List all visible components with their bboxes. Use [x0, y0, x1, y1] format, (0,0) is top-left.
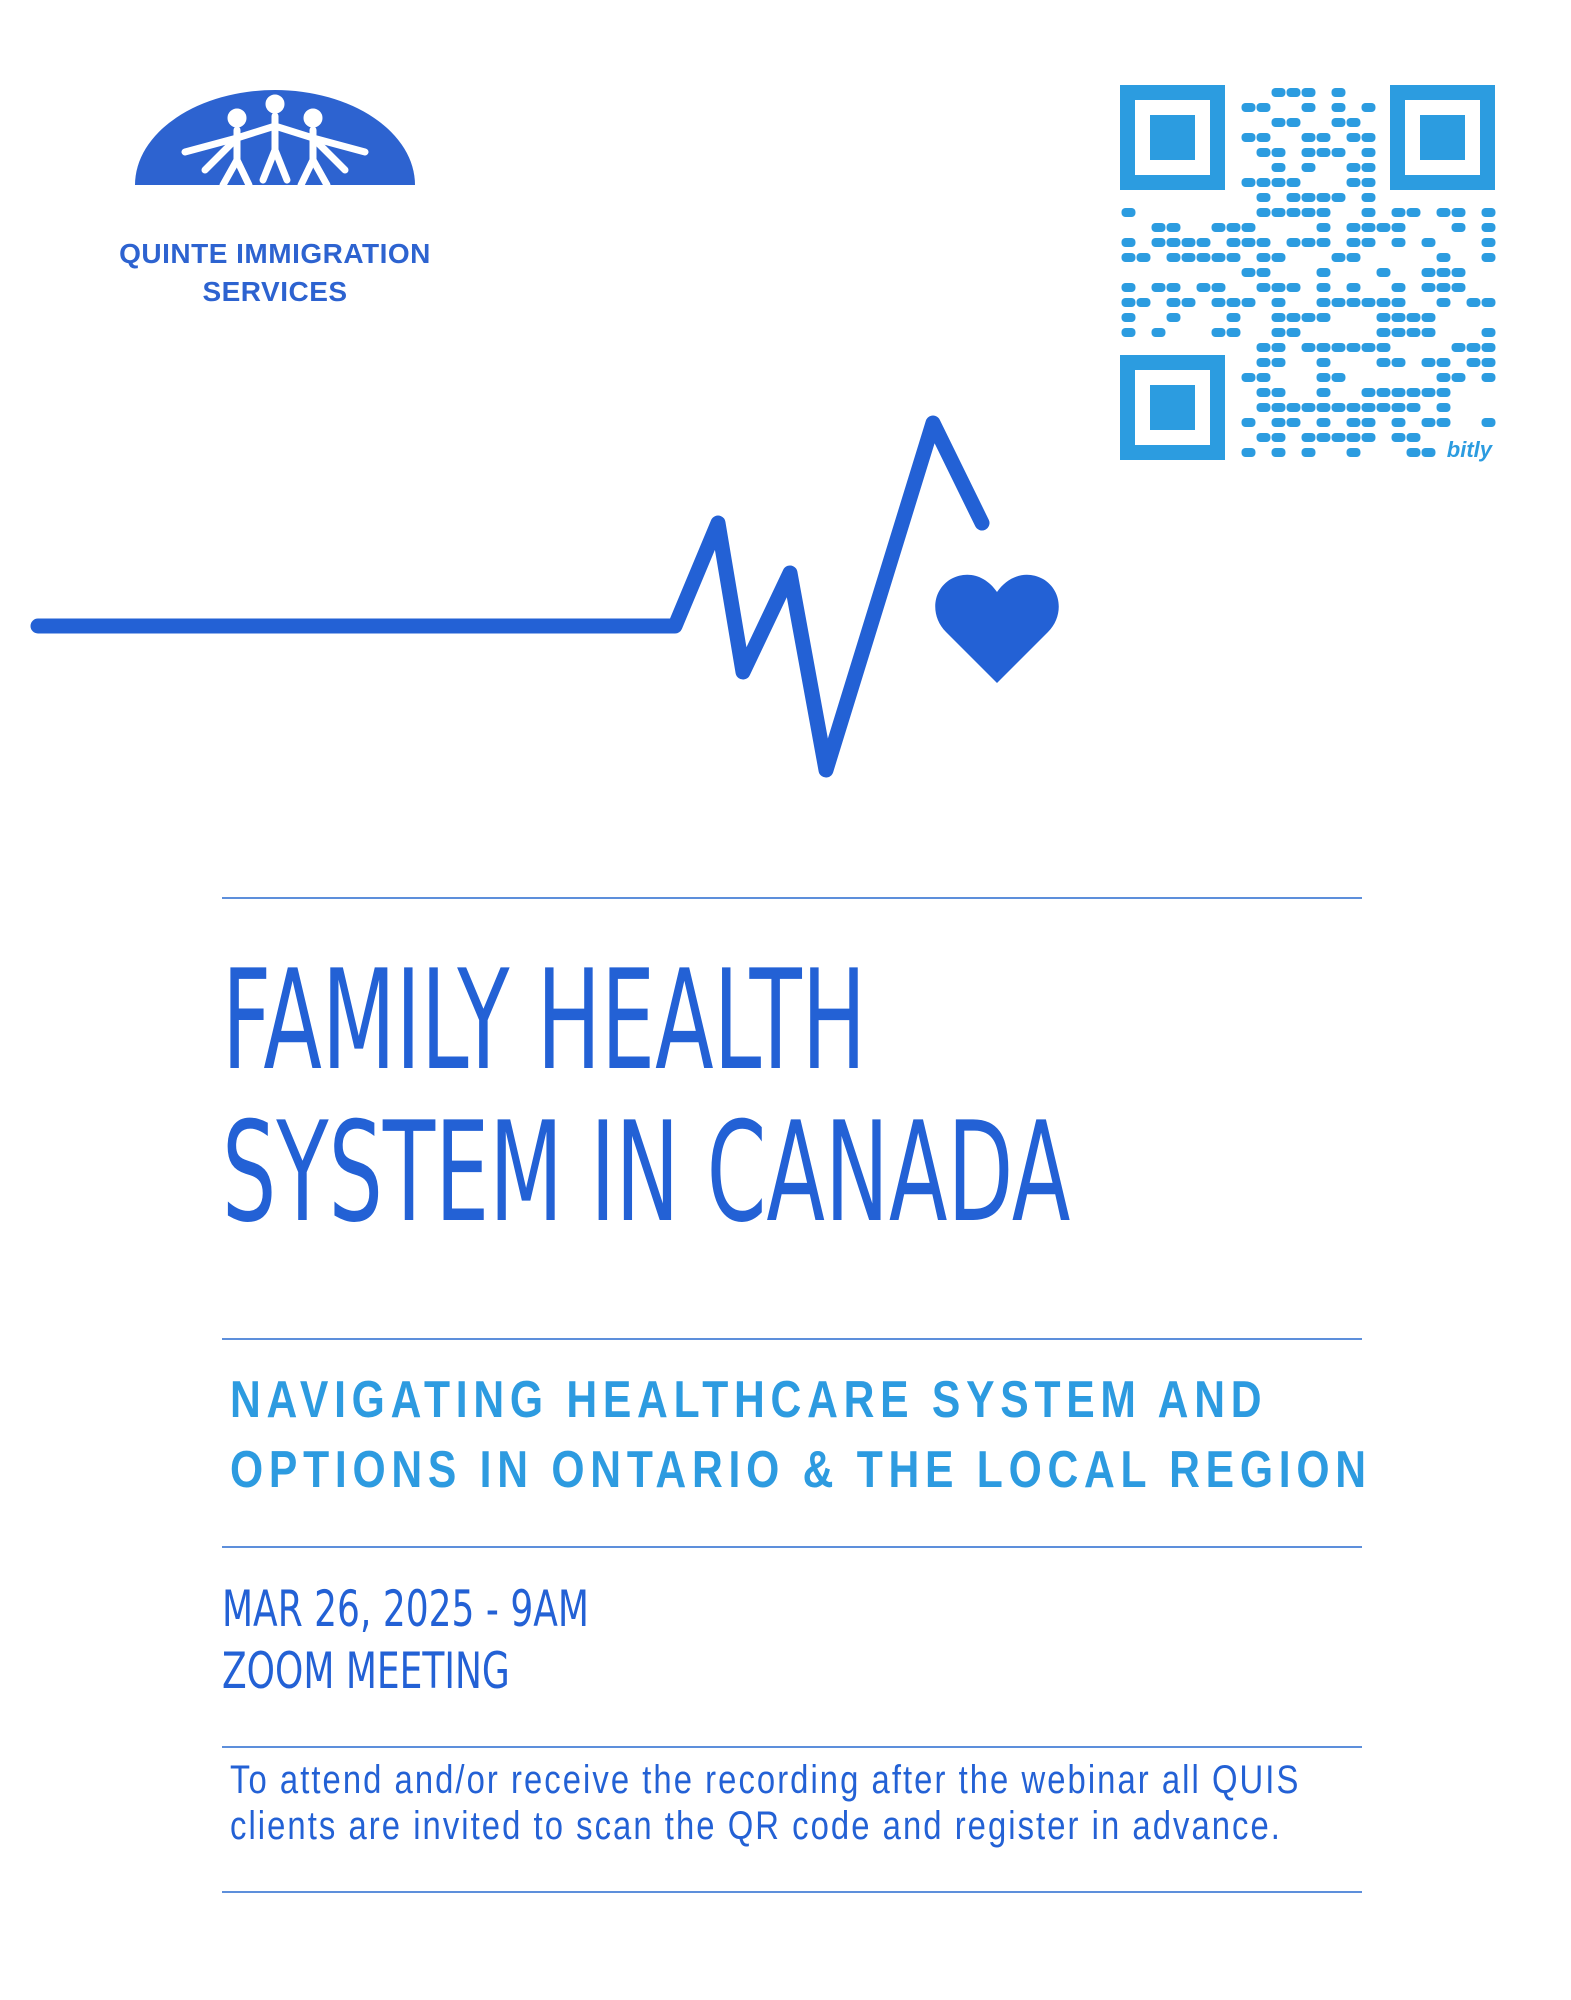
event-details: [222, 1578, 589, 1702]
divider: [222, 1746, 1362, 1748]
subtitle-line1: NAVIGATING HEALTHCARE SYSTEM AND: [230, 1371, 1268, 1429]
heartbeat-line-icon: [0, 380, 1100, 800]
organization-name-line1: QUINTE IMMIGRATION: [119, 238, 431, 269]
divider: [222, 897, 1362, 899]
organization-name: [95, 235, 455, 311]
note-line2: clients are invited to scan the QR code and register in advance.: [230, 1804, 1282, 1848]
divider: [222, 1546, 1362, 1548]
registration-note: [230, 1757, 1300, 1849]
page-title: [222, 940, 1400, 1253]
title-line1: FAMILY HEALTH: [222, 940, 867, 1101]
organization-logo: [95, 90, 455, 320]
people-arch-logo-icon: [125, 90, 425, 230]
event-datetime: MAR 26, 2025 - 9AM: [222, 1580, 589, 1638]
title-line2: SYSTEM IN CANADA: [222, 1092, 1071, 1253]
note-line1: To attend and/or receive the recording after the webinar all QUIS: [230, 1758, 1301, 1802]
subtitle-line2: OPTIONS IN ONTARIO & THE LOCAL REGION: [230, 1441, 1372, 1499]
subtitle: [230, 1365, 1372, 1505]
qr-code-icon: [1120, 85, 1500, 465]
divider: [222, 1891, 1362, 1893]
divider: [222, 1338, 1362, 1340]
qr-brand-label: bitly: [1446, 437, 1492, 462]
registration-qr-code[interactable]: [1120, 85, 1500, 465]
heart-icon: [935, 575, 1059, 683]
event-location: ZOOM MEETING: [222, 1642, 510, 1700]
organization-name-line2: SERVICES: [202, 276, 348, 307]
